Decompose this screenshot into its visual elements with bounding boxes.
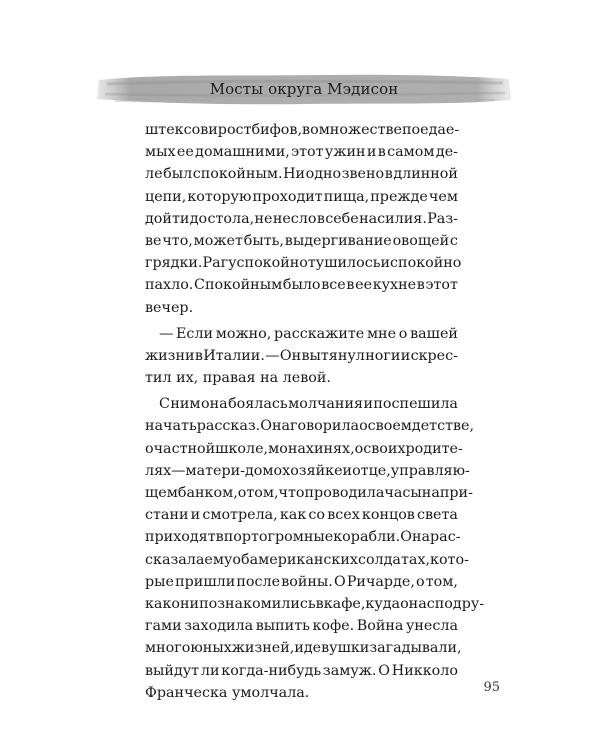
text-line: ве что, может быть, выдергивание овощей с — [145, 232, 458, 249]
text-line: ле был спокойным. Ни одно звено в длинной — [145, 166, 458, 183]
text-line: Франческа умолчала. — [145, 684, 310, 701]
text-line: цепи, которую проходит пища, прежде чем — [145, 188, 458, 205]
text-line: много юных жизней, и девушки загадывали, — [145, 640, 462, 657]
paragraph — [145, 323, 458, 390]
text-line: щем банком, о том, что проводила часы на при- — [145, 485, 473, 501]
text-line: лях — матери-домохозяйке и отце, управляю- — [145, 462, 470, 479]
text-line: начать рассказ. Она говорила о своем детстве, — [145, 418, 475, 435]
paragraph — [145, 119, 462, 319]
text-line: пахло. Спокойным было все в ее кухне в этот — [145, 277, 458, 294]
text-line: сказала ему об американских солдатах, кото- — [145, 551, 469, 568]
text-line: как они познакомились в кафе, куда она с подру- — [145, 595, 485, 612]
running-header — [95, 70, 513, 108]
text-line: рые пришли после войны. О Ричарде, о том, — [145, 573, 458, 590]
text-line: вечер. — [145, 299, 194, 316]
text-line: гами заходила выпить кофе. Война унесла — [145, 618, 458, 635]
paragraph — [145, 393, 485, 704]
text-line: С ним она боялась молчания и поспешила — [159, 396, 458, 413]
text-line: стани и смотрела, как со всех концов света — [145, 507, 458, 524]
body-text — [145, 119, 485, 704]
text-line: штексов и ростбифов, во множестве поедае- — [145, 122, 460, 138]
text-line: выйдут ли когда-нибудь замуж. О Никколо — [145, 662, 458, 679]
text-line: дойти до стола, не несло в себе насилия. Раз- — [145, 210, 458, 227]
text-line: приходят в порт огромные корабли. Она рас- — [145, 529, 461, 546]
text-line: жизни в Италии. — Он вытянул ноги и скрес- — [145, 347, 458, 364]
text-line: — Если можно, расскажите мне о вашей — [159, 325, 458, 342]
text-line: о частной школе, монахинях, о своих родите- — [145, 440, 463, 457]
page-number: 95 — [483, 680, 500, 695]
book-title: Мосты округа Мэдисон — [209, 80, 399, 98]
text-line: мых ее домашними, этот ужин и в самом де- — [145, 144, 458, 161]
text-line: тил их, правая на левой. — [145, 370, 331, 387]
text-line: грядки. Рагу спокойно тушилось и спокойно — [145, 255, 462, 272]
